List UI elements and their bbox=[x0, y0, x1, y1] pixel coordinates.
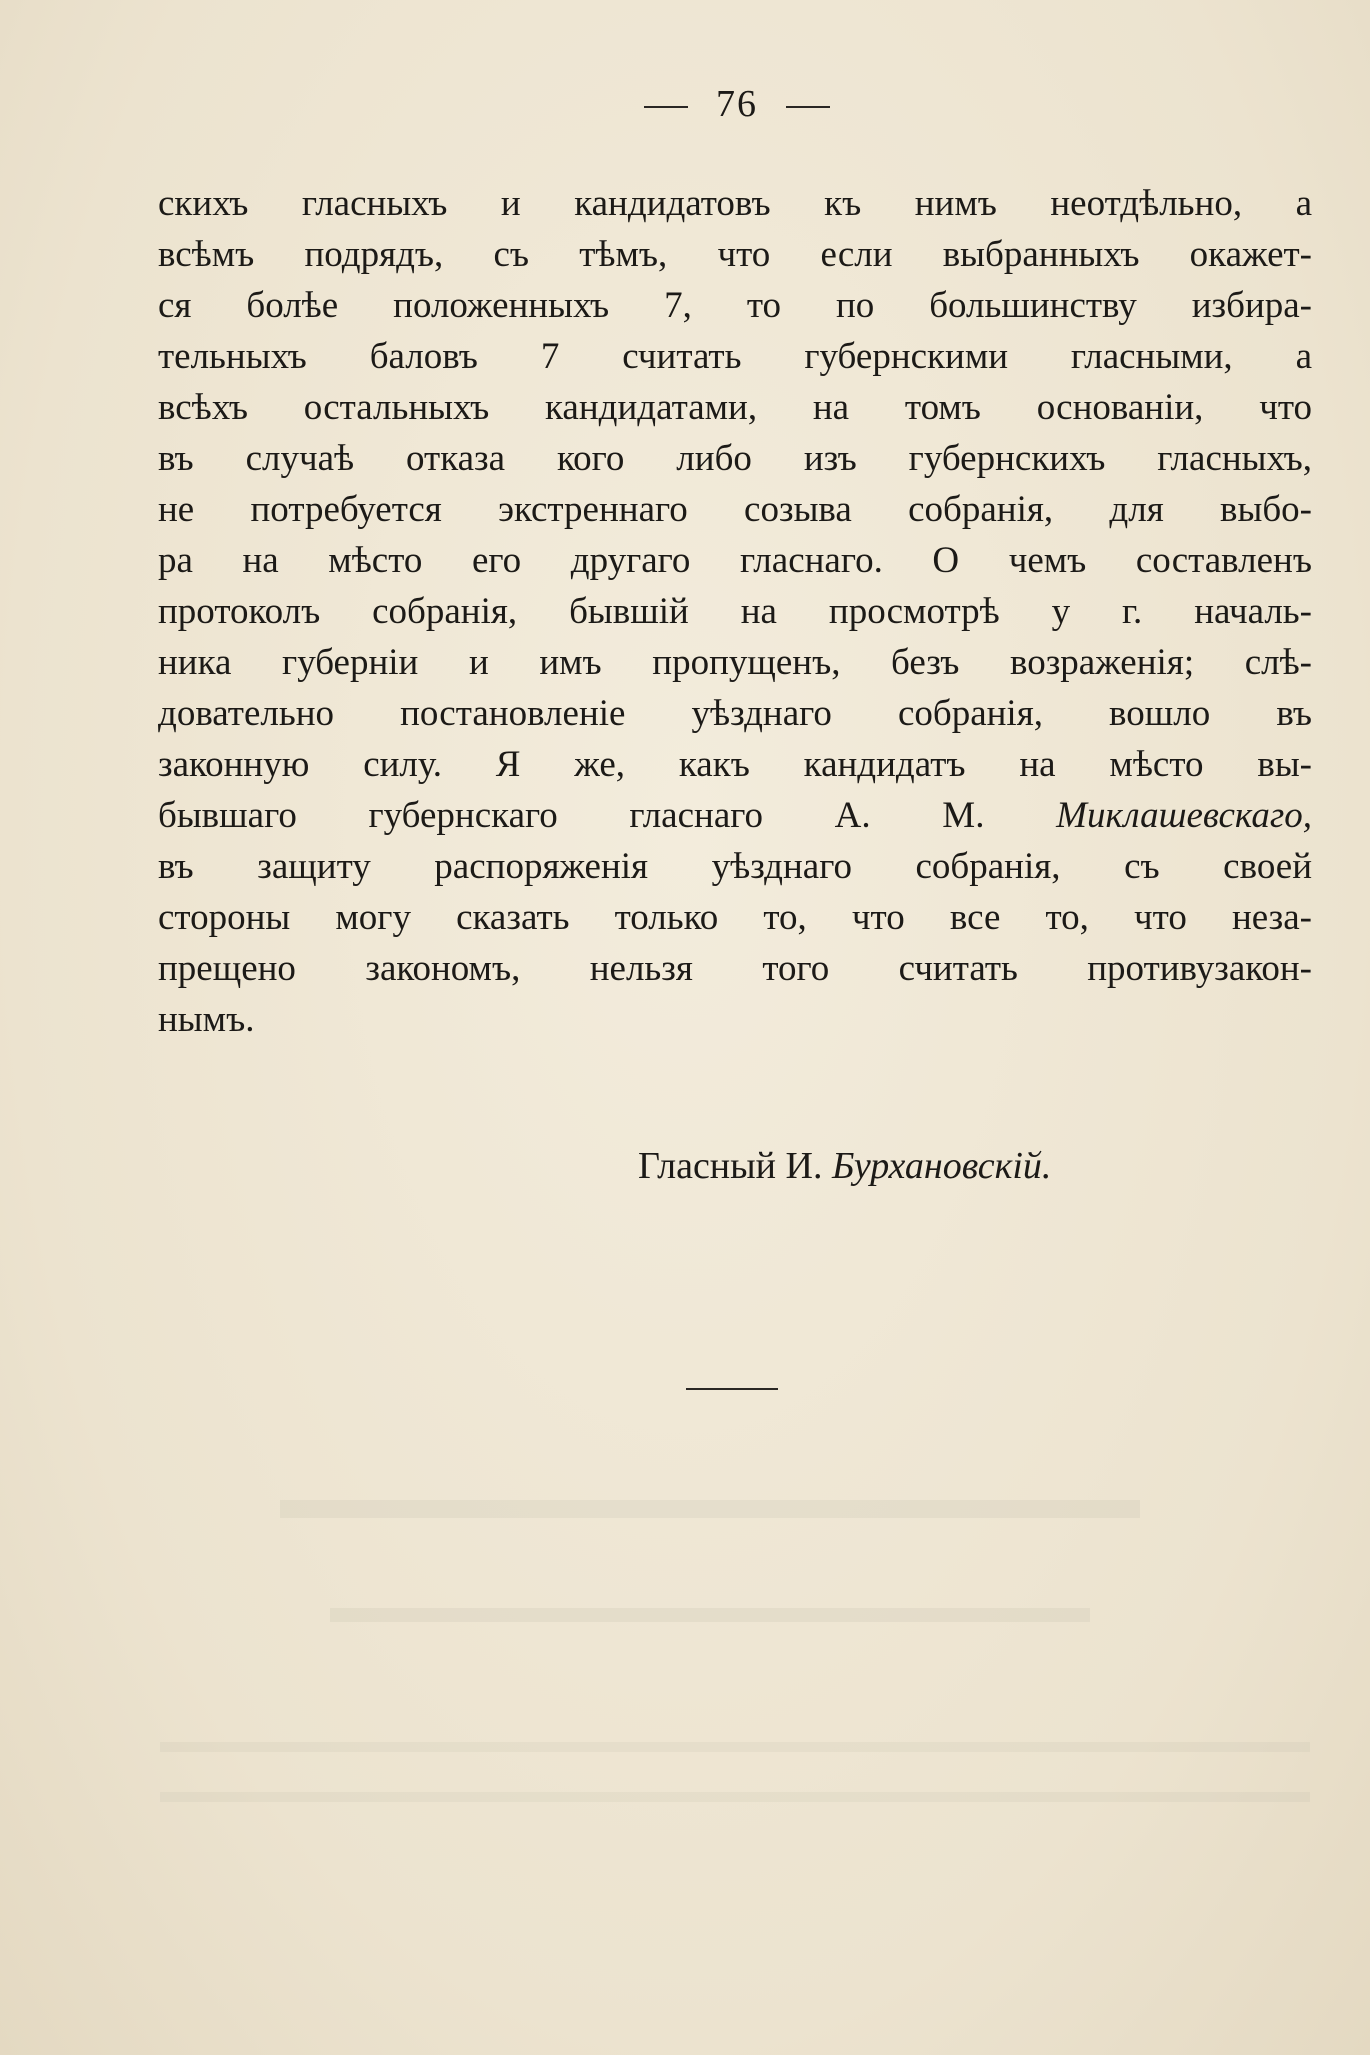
signature-name: Бурхановскій. bbox=[831, 1145, 1052, 1187]
text-line-1: скихъ гласныхъ и кандидатовъ къ нимъ неотдѣльно, а bbox=[158, 183, 1312, 224]
text-line-14: въ защиту распоряженія уѣзднаго собранія, съ своей bbox=[158, 846, 1312, 887]
text-line-8: ра на мѣсто его другаго гласнаго. О чемъ составленъ bbox=[158, 540, 1312, 581]
italic-surname: Миклашевскаго, bbox=[1056, 795, 1312, 836]
text-line-2: всѣмъ подрядъ, съ тѣмъ, что если выбранныхъ окажет- bbox=[158, 234, 1312, 275]
text-line-6: въ случаѣ отказа кого либо изъ губернскихъ гласныхъ, bbox=[158, 438, 1312, 479]
text-line-4: тельныхъ баловъ 7 считать губернскими гласными, а bbox=[158, 336, 1312, 377]
page-number bbox=[0, 82, 1370, 126]
text-line-13-main: бывшаго губернскаго гласнаго А. М. bbox=[158, 795, 985, 836]
text-line-11: довательно постановленіе уѣзднаго собранія, вошло въ bbox=[158, 693, 1312, 734]
text-line-17: нымъ. bbox=[158, 999, 255, 1040]
body-text bbox=[158, 178, 1312, 1045]
section-divider bbox=[686, 1388, 778, 1390]
page-number-value: 76 bbox=[716, 83, 758, 125]
text-line-10: ника губерніи и имъ пропущенъ, безъ возраженія; слѣ- bbox=[158, 642, 1312, 683]
page-number-right-dash bbox=[786, 106, 830, 108]
text-line-7: не потребуется экстреннаго созыва собранія, для выбо- bbox=[158, 489, 1312, 530]
text-line-9: протоколъ собранія, бывшій на просмотрѣ у г. началь- bbox=[158, 591, 1312, 632]
text-line-3: ся болѣе положенныхъ 7, то по большинству избира- bbox=[158, 285, 1312, 326]
text-line-16: прещено закономъ, нельзя того считать противузакон- bbox=[158, 948, 1312, 989]
text-line-15: стороны могу сказать только то, что все то, что неза- bbox=[158, 897, 1312, 938]
page-number-left-dash bbox=[644, 106, 688, 108]
text-line-12: законную силу. Я же, какъ кандидатъ на мѣсто вы- bbox=[158, 744, 1312, 785]
text-line-13 bbox=[158, 790, 1312, 841]
signature-title: Гласный И. bbox=[638, 1145, 823, 1187]
show-through-bleed bbox=[150, 1380, 1320, 1780]
text-line-5: всѣхъ остальныхъ кандидатами, на томъ основанiи, что bbox=[158, 387, 1312, 428]
signature bbox=[638, 1144, 1051, 1188]
